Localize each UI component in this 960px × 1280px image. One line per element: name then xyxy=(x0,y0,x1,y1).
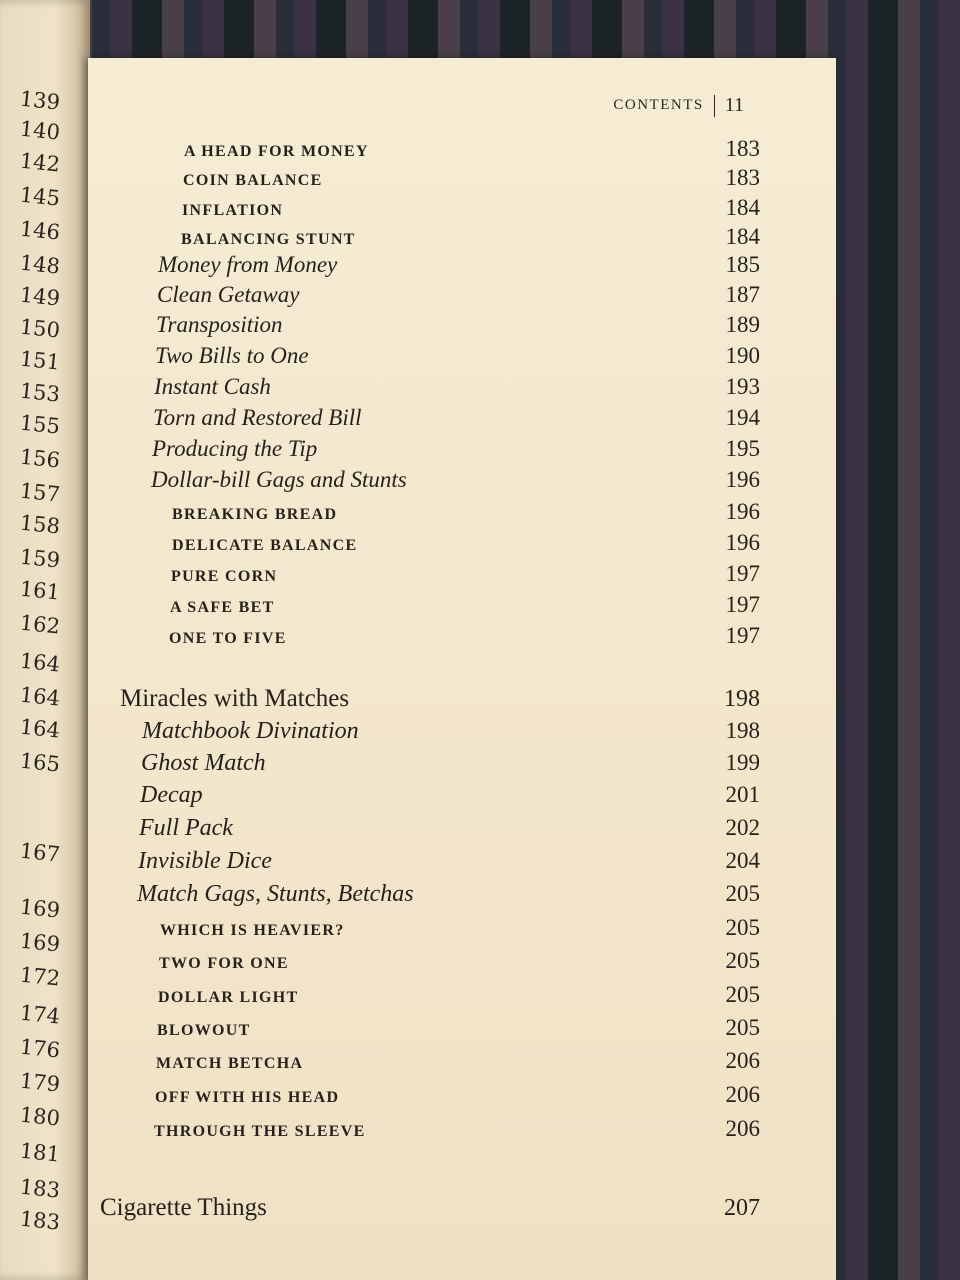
toc-entry xyxy=(157,1015,760,1041)
toc-entry xyxy=(137,881,760,908)
toc-entry-page: 205 xyxy=(725,1015,760,1040)
toc-entry xyxy=(153,405,760,431)
toc-entry xyxy=(142,718,760,745)
toc-entry-title: A HEAD FOR MONEY xyxy=(184,143,369,160)
facing-page-number: 145 xyxy=(18,182,62,211)
toc-entry-title: BALANCING STUNT xyxy=(181,231,356,248)
facing-page-number: 139 xyxy=(18,86,62,115)
toc-entry xyxy=(158,252,760,278)
toc-entry-page: 196 xyxy=(725,467,760,492)
toc-entry-title: Dollar-bill Gags and Stunts xyxy=(151,467,407,492)
facing-page-number: 153 xyxy=(18,378,62,407)
toc-entry xyxy=(155,1082,760,1108)
facing-page-number: 142 xyxy=(18,148,62,177)
toc-entry-page: 205 xyxy=(725,881,760,906)
toc-entry-title: Cigarette Things xyxy=(100,1194,267,1221)
toc-entry-page: 197 xyxy=(725,623,760,648)
toc-entry-page: 183 xyxy=(725,165,760,190)
toc-entry-title: A SAFE BET xyxy=(170,599,275,616)
toc-entry-page: 198 xyxy=(725,718,760,743)
facing-page-number: 169 xyxy=(18,894,62,923)
facing-page-number: 174 xyxy=(18,1000,62,1029)
toc-entry-title: TWO FOR ONE xyxy=(159,955,289,972)
facing-page-number: 148 xyxy=(18,250,62,279)
toc-entry xyxy=(184,136,760,162)
toc-entry-page: 184 xyxy=(725,224,760,249)
facing-page-number: 167 xyxy=(18,838,62,867)
toc-entry-page: 196 xyxy=(725,499,760,524)
toc-entry-title: Matchbook Divination xyxy=(142,718,359,744)
facing-page-number: 146 xyxy=(18,216,62,245)
facing-page-number: 157 xyxy=(18,478,62,507)
toc-entry xyxy=(154,374,760,400)
toc-entry-title: DOLLAR LIGHT xyxy=(158,989,299,1006)
facing-page-number: 140 xyxy=(18,116,62,145)
toc-entry-title: ONE TO FIVE xyxy=(169,630,287,647)
facing-page-number: 164 xyxy=(18,714,62,743)
facing-page-number: 172 xyxy=(18,962,62,991)
toc-entry-page: 206 xyxy=(725,1048,760,1073)
toc-entry-title: DELICATE BALANCE xyxy=(172,537,358,554)
toc-entry-title: Ghost Match xyxy=(141,750,266,776)
toc-entry-title: Two Bills to One xyxy=(155,343,309,368)
toc-entry-page: 199 xyxy=(725,750,760,775)
facing-page-number: 162 xyxy=(18,610,62,639)
toc-entry-title: Match Gags, Stunts, Betchas xyxy=(137,881,414,907)
toc-entry xyxy=(158,982,760,1008)
toc-entry xyxy=(120,685,760,713)
toc-entry xyxy=(160,915,760,941)
toc-entry xyxy=(140,782,760,809)
toc-entry xyxy=(100,1194,760,1222)
toc-entry-page: 197 xyxy=(725,561,760,586)
toc-entry-page: 194 xyxy=(725,405,760,430)
toc-entry-page: 185 xyxy=(725,252,760,277)
toc-entry xyxy=(152,436,760,462)
toc-entry xyxy=(154,1116,760,1142)
toc-entry xyxy=(157,282,760,308)
toc-entry-page: 184 xyxy=(725,195,760,220)
toc-entry-page: 196 xyxy=(725,530,760,555)
facing-page-number: 164 xyxy=(18,682,62,711)
facing-page-number: 179 xyxy=(18,1068,62,1097)
toc-entry-page: 205 xyxy=(725,915,760,940)
toc-entry-title: Decap xyxy=(140,782,203,808)
toc-entry-title: Miracles with Matches xyxy=(120,685,350,712)
toc-entry-title: COIN BALANCE xyxy=(183,172,323,189)
toc-entry-page: 195 xyxy=(725,436,760,461)
toc-entry-page: 183 xyxy=(725,136,760,161)
toc-entry-page: 189 xyxy=(725,312,760,337)
toc-entry-title: Invisible Dice xyxy=(138,848,272,874)
toc-entry-title: THROUGH THE SLEEVE xyxy=(154,1123,366,1140)
header-page-number: 11 xyxy=(724,94,744,116)
facing-page-number: 149 xyxy=(18,282,62,311)
facing-page-number: 156 xyxy=(18,444,62,473)
toc-entry-title: BREAKING BREAD xyxy=(172,506,338,523)
toc-entry-title: WHICH IS HEAVIER? xyxy=(160,922,345,939)
facing-page-number: 159 xyxy=(18,544,62,573)
toc-entry-title: INFLATION xyxy=(182,202,284,219)
facing-page-number: 180 xyxy=(18,1102,62,1131)
toc-entry-page: 205 xyxy=(725,982,760,1007)
facing-page-number: 165 xyxy=(18,748,62,777)
toc-entry-title: BLOWOUT xyxy=(157,1022,251,1039)
toc-entry xyxy=(139,815,760,842)
toc-entry-title: Money from Money xyxy=(158,252,338,277)
toc-entry xyxy=(159,948,760,974)
toc-entry xyxy=(172,499,760,525)
toc-entry-title: PURE CORN xyxy=(171,568,278,585)
facing-page-number: 183 xyxy=(18,1206,62,1235)
toc-entry-title: Clean Getaway xyxy=(157,282,300,307)
toc-entry xyxy=(141,750,760,777)
facing-page-number: 169 xyxy=(18,928,62,957)
facing-page-number: 150 xyxy=(18,314,62,343)
toc-entry-page: 205 xyxy=(725,948,760,973)
toc-entry xyxy=(156,312,760,338)
contents-page xyxy=(88,58,836,1280)
facing-page-number: 151 xyxy=(18,346,62,375)
toc-entry xyxy=(171,561,760,587)
header-label: CONTENTS xyxy=(613,97,704,113)
facing-page-number: 183 xyxy=(18,1174,62,1203)
toc-entry-title: Producing the Tip xyxy=(152,436,318,461)
toc-entry-title: Full Pack xyxy=(139,815,233,841)
toc-entry-page: 201 xyxy=(725,782,760,807)
toc-entry xyxy=(151,467,760,493)
facing-page-number: 161 xyxy=(18,576,62,605)
facing-page-number: 158 xyxy=(18,510,62,539)
toc-entry-page: 187 xyxy=(725,282,760,307)
toc-entry-page: 207 xyxy=(724,1195,760,1221)
toc-entry xyxy=(181,224,760,250)
toc-entry-page: 206 xyxy=(725,1116,760,1141)
toc-entry xyxy=(182,195,760,221)
toc-entry xyxy=(183,165,760,191)
facing-page-number: 164 xyxy=(18,648,62,677)
facing-page-number: 181 xyxy=(18,1138,62,1167)
toc-entry-page: 204 xyxy=(725,848,760,873)
toc-entry-page: 190 xyxy=(725,343,760,368)
toc-entry-title: Transposition xyxy=(156,312,283,337)
toc-entry xyxy=(169,623,760,649)
facing-page-edge xyxy=(0,0,90,1280)
toc-entry xyxy=(172,530,760,556)
toc-entry-title: OFF WITH HIS HEAD xyxy=(155,1089,340,1106)
toc-entry-title: MATCH BETCHA xyxy=(156,1055,304,1072)
toc-entry-page: 206 xyxy=(725,1082,760,1107)
toc-entry-page: 198 xyxy=(724,686,760,712)
toc-entry-page: 197 xyxy=(725,592,760,617)
running-header xyxy=(613,94,744,117)
toc-entry-title: Torn and Restored Bill xyxy=(153,405,362,430)
toc-entry-page: 193 xyxy=(725,374,760,399)
toc-entry xyxy=(170,592,760,618)
toc-entry xyxy=(156,1048,760,1074)
toc-entry xyxy=(155,343,760,369)
facing-page-number: 155 xyxy=(18,410,62,439)
toc-entry-title: Instant Cash xyxy=(154,374,271,399)
toc-entry-page: 202 xyxy=(725,815,760,840)
facing-page-number: 176 xyxy=(18,1034,62,1063)
toc-entry xyxy=(138,848,760,875)
header-divider xyxy=(714,95,715,117)
